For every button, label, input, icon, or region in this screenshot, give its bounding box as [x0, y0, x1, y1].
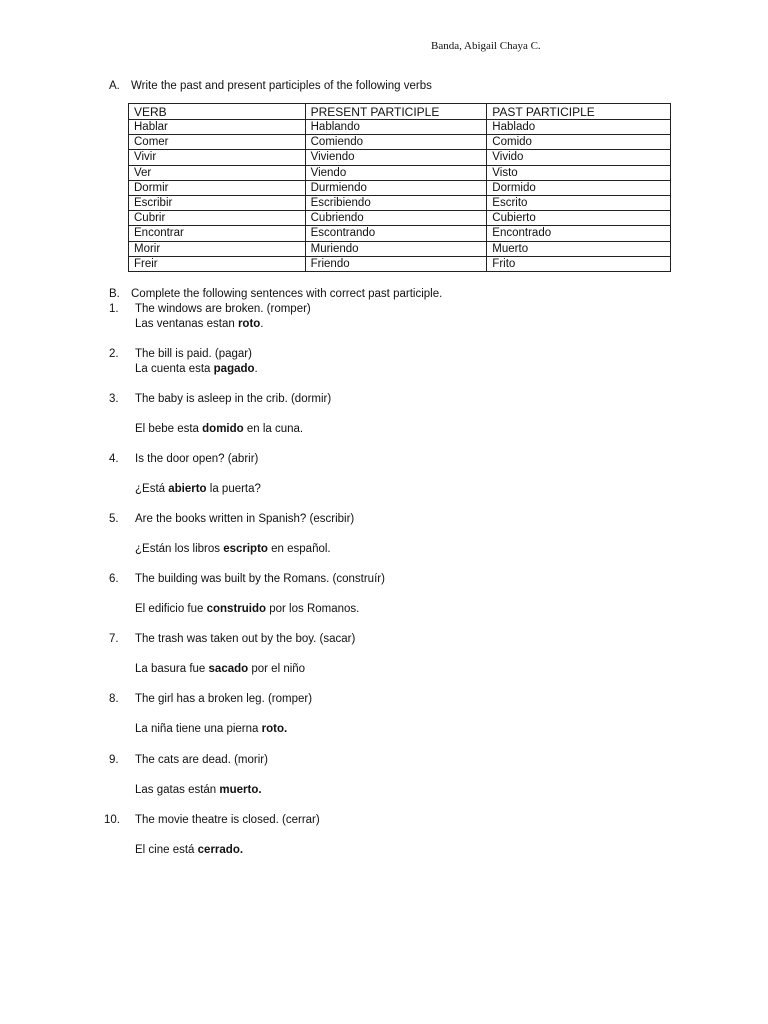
answer-text-after: . [254, 363, 258, 375]
present-participle-cell: Friendo [305, 256, 487, 271]
answer-text-before: La niña tiene una pierna [135, 723, 262, 735]
table-row [129, 165, 671, 180]
sentence-english: The movie theatre is closed. (cerrar) [135, 814, 320, 826]
sentence-english: Is the door open? (abrir) [135, 453, 259, 465]
sentence-english: The cats are dead. (morir) [135, 754, 268, 766]
verb-cell: Hablar [129, 120, 306, 135]
sentence-answer [135, 423, 303, 435]
answer-text-after: . [260, 318, 264, 330]
table-row [129, 120, 671, 135]
sentence-answer [135, 844, 243, 856]
table-row [129, 180, 671, 195]
sentence-number: 2. [109, 348, 119, 360]
answer-participle: muerto. [219, 784, 262, 796]
table-row [129, 195, 671, 210]
present-participle-cell: Escribiendo [305, 195, 487, 210]
sentence-prompt [109, 453, 258, 465]
sentence-english: The baby is asleep in the crib. (dormir) [135, 393, 332, 405]
sentence-prompt [104, 814, 320, 826]
header-verb: VERB [129, 104, 306, 120]
table-row [129, 241, 671, 256]
table-row [129, 135, 671, 150]
answer-text-before: Las ventanas estan [135, 318, 238, 330]
answer-participle: roto. [261, 723, 288, 735]
present-participle-cell: Durmiendo [305, 180, 487, 195]
present-participle-cell: Comiendo [305, 135, 487, 150]
past-participle-cell: Frito [487, 256, 671, 271]
verb-cell: Cubrir [129, 211, 306, 226]
verb-cell: Comer [129, 135, 306, 150]
answer-text-before: El bebe esta [135, 423, 203, 435]
sentence-number: 4. [109, 453, 119, 465]
answer-text-before: ¿Está [135, 483, 169, 495]
present-participle-cell: Viendo [305, 165, 487, 180]
sentence-answer [135, 363, 258, 375]
answer-text-before: El edificio fue [135, 603, 207, 615]
sentence-number: 8. [109, 693, 119, 705]
sentence-answer [135, 723, 287, 735]
answer-text-before: El cine está [135, 844, 198, 856]
verb-cell: Escribir [129, 195, 306, 210]
sentence-english: The trash was taken out by the boy. (sacar) [135, 633, 356, 645]
answer-text-before: La cuenta esta [135, 363, 214, 375]
past-participle-cell: Visto [487, 165, 671, 180]
sentence-number: 6. [109, 573, 119, 585]
sentence-english: Are the books written in Spanish? (escribir) [135, 513, 355, 525]
answer-participle: cerrado. [197, 844, 244, 856]
table-row [129, 150, 671, 165]
sentence-prompt [109, 348, 252, 360]
sentence-prompt [109, 693, 312, 705]
answer-participle: roto [237, 318, 261, 330]
answer-text-before: Las gatas están [135, 784, 220, 796]
sentence-number: 9. [109, 754, 119, 766]
sentence-answer [135, 483, 261, 495]
verb-table [128, 103, 671, 272]
sentence-number: 7. [109, 633, 119, 645]
sentence-english: The girl has a broken leg. (romper) [135, 693, 313, 705]
verb-cell: Morir [129, 241, 306, 256]
sentence-prompt [109, 754, 268, 766]
sentence-prompt [109, 513, 354, 525]
past-participle-cell: Hablado [487, 120, 671, 135]
present-participle-cell: Viviendo [305, 150, 487, 165]
table-row [129, 256, 671, 271]
past-participle-cell: Escrito [487, 195, 671, 210]
answer-participle: abierto [168, 483, 207, 495]
sentence-number: 10. [104, 814, 120, 826]
section-a-letter: A. [109, 80, 120, 92]
past-participle-cell: Encontrado [487, 226, 671, 241]
sentence-answer [135, 784, 262, 796]
header-past-participle: PAST PARTICIPLE [487, 104, 671, 120]
verb-cell: Ver [129, 165, 306, 180]
answer-text-before: La basura fue [135, 663, 209, 675]
sentence-english: The windows are broken. (romper) [135, 303, 311, 315]
answer-participle: escripto [223, 543, 268, 555]
past-participle-cell: Cubierto [487, 211, 671, 226]
sentence-prompt [109, 393, 331, 405]
present-participle-cell: Escontrando [305, 226, 487, 241]
section-b-instruction: Complete the following sentences with correct past participle. [131, 288, 443, 300]
sentence-answer [135, 318, 264, 330]
present-participle-cell: Cubriendo [305, 211, 487, 226]
answer-participle: sacado [208, 663, 249, 675]
sentence-prompt [109, 573, 385, 585]
answer-text-after: en la cuna. [243, 423, 304, 435]
answer-text-after: la puerta? [206, 483, 261, 495]
answer-participle: domido [202, 423, 244, 435]
section-a-instruction: Write the past and present participles of the following verbs [131, 80, 432, 92]
answer-text-after: por el niño [248, 663, 306, 675]
answer-text-before: ¿Están los libros [135, 543, 224, 555]
sentence-prompt [109, 633, 355, 645]
verb-cell: Vivir [129, 150, 306, 165]
author-name: Banda, Abigail Chaya C. [431, 40, 541, 52]
sentence-answer [135, 603, 359, 615]
sentence-number: 5. [109, 513, 119, 525]
verb-cell: Encontrar [129, 226, 306, 241]
past-participle-cell: Dormido [487, 180, 671, 195]
present-participle-cell: Hablando [305, 120, 487, 135]
sentence-english: The building was built by the Romans. (construír) [135, 573, 385, 585]
answer-text-after: por los Romanos. [266, 603, 360, 615]
header-present-participle: PRESENT PARTICIPLE [305, 104, 487, 120]
past-participle-cell: Vivido [487, 150, 671, 165]
past-participle-cell: Muerto [487, 241, 671, 256]
section-a-heading [109, 80, 432, 92]
sentence-number: 3. [109, 393, 119, 405]
sentence-number: 1. [109, 303, 119, 315]
section-b-heading [109, 288, 442, 300]
sentence-answer [135, 543, 331, 555]
table-row [129, 226, 671, 241]
verb-cell: Dormir [129, 180, 306, 195]
answer-participle: construido [206, 603, 267, 615]
table-header-row [129, 104, 671, 120]
answer-text-after: en español. [267, 543, 331, 555]
present-participle-cell: Muriendo [305, 241, 487, 256]
answer-participle: pagado [213, 363, 255, 375]
section-b-letter: B. [109, 288, 120, 300]
sentence-answer [135, 663, 305, 675]
verb-cell: Freir [129, 256, 306, 271]
past-participle-cell: Comido [487, 135, 671, 150]
sentence-english: The bill is paid. (pagar) [135, 348, 252, 360]
table-row [129, 211, 671, 226]
sentence-prompt [109, 303, 311, 315]
